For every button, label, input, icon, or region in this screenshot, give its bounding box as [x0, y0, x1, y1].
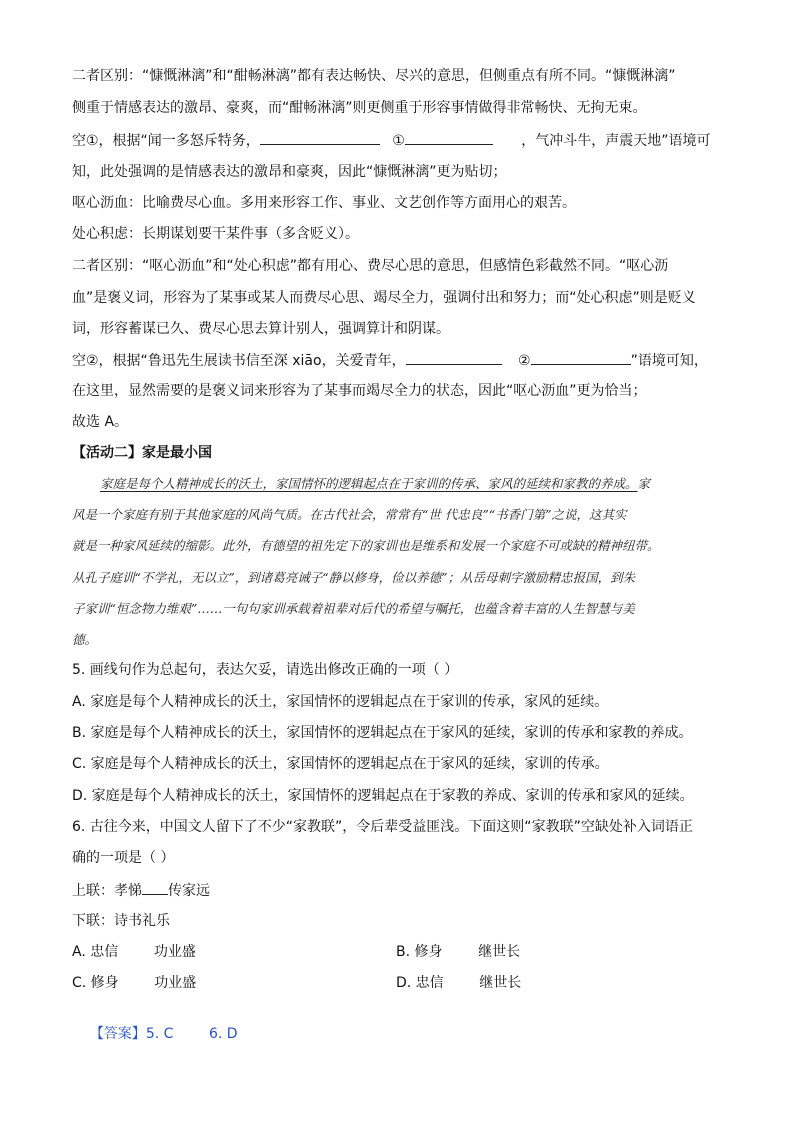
passage-line: 风是一个家庭有别于其他家庭的风尚气质。在古代社会，常常有“世 代忠良”“书香门第”之说，这其实 — [72, 507, 627, 522]
blank-marker: ② — [518, 353, 531, 369]
explanation-line: 二者区别：“慷慨淋漓”和“酣畅淋漓”都有表达畅快、尽兴的意思，但侧重点有所不同。“慷慨淋漓” — [72, 68, 676, 84]
explanation-line: 在这里，显然需要的是褒义词来形容为了某事而竭尽全力的状态，因此“呕心沥血”更为恰当； — [72, 383, 647, 399]
q6-option-d: D. 忠信 继世长 — [396, 975, 522, 991]
explanation-line: 知，此处强调的是情感表达的激昂和豪爽，因此“慷慨淋漓”更为贴切； — [72, 164, 507, 180]
q5-option-d: D. 家庭是每个人精神成长的沃土，家国情怀的逻辑起点在于家教的养成、家训的传承和家风的延续。 — [72, 788, 694, 804]
text-segment: ”语境可知， — [630, 353, 708, 369]
definition-line: 处心积虑：长期谋划要干某件事（多含贬义）。 — [72, 226, 359, 242]
q5-option-b: B. 家庭是每个人精神成长的沃土，家国情怀的逻辑起点在于家风的延续，家训的传承和家教的养成。 — [72, 725, 693, 741]
answer-text: 5. C 6. D — [145, 1026, 238, 1042]
blank-line — [405, 130, 493, 145]
q5-option-c: C. 家庭是每个人精神成长的沃土，家国情怀的逻辑起点在于家风的延续，家训的传承。 — [72, 756, 609, 772]
activity-bracket: 【活动二】 — [72, 445, 142, 461]
q6-option-a: A. 忠信 功业盛 — [72, 944, 196, 960]
text-segment: 上联：孝悌 — [72, 883, 142, 899]
lower-couplet: 下联：诗书礼乐 — [72, 913, 170, 929]
text-segment: 家 — [637, 476, 651, 491]
text-segment: 空①，根据“闻一多怒斥特务， — [72, 133, 260, 149]
text-segment: ，气冲斗牛，声震天地”语境可 — [521, 133, 711, 149]
blank-marker: ① — [392, 133, 405, 149]
definition-line: 呕心沥血：比喻费尽心血。多用来形容工作、事业、文艺创作等方面用心的艰苦。 — [72, 195, 576, 211]
passage-line: 从孔子庭训“不学礼，无以立”，到诸葛亮诫子“静以修身，俭以养德”；从岳母刺字激励精忠报国，到朱 — [72, 570, 636, 585]
blank-line — [260, 130, 380, 145]
text-segment: 传家远 — [168, 883, 210, 899]
conclusion-line: 故选 A。 — [72, 414, 129, 430]
blank-line — [142, 880, 168, 895]
text-segment: 空②，根据“鲁迅先生展读书信至深 xiāo，关爱青年， — [72, 353, 406, 369]
explanation-line: 血”是褒义词，形容为了某事或某人而费尽心思、竭尽全力，强调付出和努力；而“处心积虑”则是贬义 — [72, 290, 696, 306]
passage-line-1 — [100, 474, 650, 494]
blank-line — [531, 350, 631, 365]
passage-line: 子家训“恒念物力维艰”……一句句家训承载着祖辈对后代的希望与嘱托，也蕴含着丰富的人生智慧与美 — [72, 601, 635, 616]
explanation-line: 词，形容蓄谋已久、费尽心思去算计别人，强调算计和阴谋。 — [72, 321, 450, 337]
passage-line: 就是一种家风延续的缩影。此外，有德望的祖先定下的家训也是维系和发展一个家庭不可或缺的精神纽带。 — [72, 538, 660, 553]
answer-line — [72, 1004, 238, 1064]
q6-option-b: B. 修身 继世长 — [396, 944, 521, 960]
fill-blank-line-2 — [72, 350, 708, 371]
answer-label: 【答案】 — [89, 1026, 146, 1042]
question-5-stem: 5. 画线句作为总起句，表达欠妥，请选出修改正确的一项（ ） — [72, 662, 459, 678]
explanation-line: 二者区别：“呕心沥血”和“处心积虑”都有用心、费尽心思的意思，但感情色彩截然不同。“呕心沥 — [72, 258, 669, 274]
q5-option-a: A. 家庭是每个人精神成长的沃土，家国情怀的逻辑起点在于家训的传承，家风的延续。 — [72, 694, 609, 710]
upper-couplet — [72, 880, 210, 901]
blank-line — [406, 350, 502, 365]
explanation-line: 侧重于情感表达的激昂、豪爽，而“酣畅淋漓”则更侧重于形容事情做得非常畅快、无拘无束。 — [72, 100, 647, 116]
question-6-stem-cont: 确的一项是（ ） — [72, 850, 175, 866]
activity-title: 家是最小国 — [142, 445, 212, 461]
fill-blank-line-1 — [72, 130, 711, 151]
question-6-stem: 6. 古往今来，中国文人留下了不少“家教联”，令后辈受益匪浅。下面这则“家教联”空缺处补入词语正 — [72, 819, 693, 835]
underlined-sentence: 家庭是每个人精神成长的沃土，家国情怀的逻辑起点在于家训的传承、家风的延续和家教的养成。 — [100, 476, 638, 491]
passage-line: 德。 — [72, 632, 98, 647]
q6-option-c: C. 修身 功业盛 — [72, 975, 197, 991]
activity-heading — [72, 443, 212, 463]
